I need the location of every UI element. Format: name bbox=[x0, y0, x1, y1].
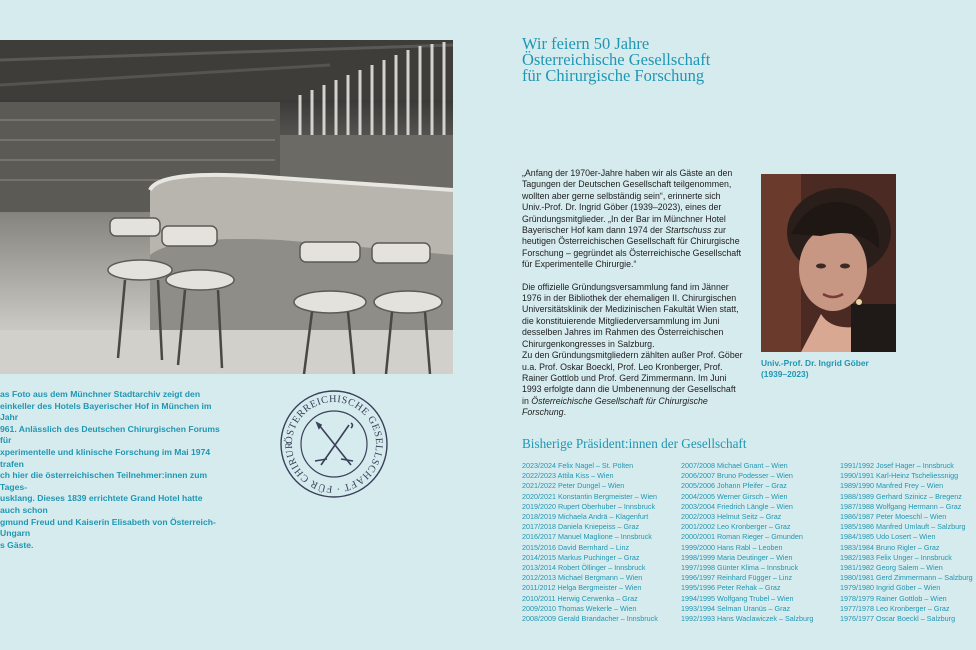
president-entry: 2020/2021 Konstantin Bergmeister – Wien bbox=[522, 491, 658, 501]
president-entry: 2003/2004 Friedrich Längle – Wien bbox=[681, 501, 793, 511]
president-entry: 1982/1983 Felix Unger – Innsbruck bbox=[840, 552, 952, 562]
president-entry: 1994/1995 Wolfgang Trubel – Wien bbox=[681, 593, 794, 603]
president-entry: 1999/2000 Hans Rabl – Leoben bbox=[681, 542, 783, 552]
president-entry: 1989/1990 Manfred Frey – Wien bbox=[840, 481, 944, 491]
paragraph-founding-members: Zu den Gründungsmitgliedern zählten außer Prof. Göber u.a. Prof. Oskar Boeckl, Prof. Leo Kronberger, Prof. Rainer Gottlob und Prof. Gerd Zimmermann. Im Juni 1993 erfolgte dann die Umbenennung der Gesellschaft in Österreichische Gesellschaft für Chirurgische Forschung. bbox=[522, 350, 743, 418]
president-entry: 1988/1989 Gerhard Szinicz – Bregenz bbox=[840, 491, 962, 501]
portrait-caption: Univ.-Prof. Dr. Ingrid Göber (1939–2023) bbox=[761, 358, 869, 379]
paragraph-founding-assembly: Die offizielle Gründungsversammlung fand im Jänner 1976 in der Bibliothek der ehemaligen II. Chirurgischen Universitätsklinik der Medizinischen Fakultät Wien statt, die konstituierende Mitgliederversammlung im Juni desselben Jahres im Rahmen des Österreichischen Chirurgenkongresses in Salzburg. bbox=[522, 281, 739, 349]
president-entry: 1992/1993 Hans Waclawiczek – Salzburg bbox=[681, 614, 814, 624]
president-entry: 1985/1986 Manfred Umlauft – Salzburg bbox=[840, 522, 966, 532]
president-entry: 1978/1979 Rainer Gottlob – Wien bbox=[840, 593, 947, 603]
president-entry: 1995/1996 Peter Rehak – Graz bbox=[681, 583, 781, 593]
president-entry: 2016/2017 Manuel Maglione – Innsbruck bbox=[522, 532, 652, 542]
presidents-list-column-3 bbox=[840, 461, 973, 624]
page-title: Wir feiern 50 Jahre Österreichische Gesellschaft für Chirurgische Forschung bbox=[522, 34, 711, 85]
paragraph-founding-quote: „Anfang der 1970er-Jahre haben wir als Gäste an den Tagungen der Deutschen Gesellschaft teilgenommen, wollten aber gerne selbständig sein“, erinnerte sich Univ.-Prof. Dr. Ingrid Göber (1939–2023), eines der Gründungsmitglieder. „In der Bar im Münchner Hotel Bayerischer Hof kam dann 1974 der Startschuss zur heutigen Österreichischen Gesellschaft für Chirurgische Forschung – gegründet als Österreichische Gesellschaft für Experimentelle Chirurgie.“ bbox=[522, 168, 742, 270]
president-entry: 2002/2003 Helmut Seitz – Graz bbox=[681, 512, 782, 522]
president-entry: 2014/2015 Markus Puchinger – Graz bbox=[522, 552, 640, 562]
president-entry: 1990/1991 Karl-Heinz Tscheliessnigg bbox=[840, 471, 959, 481]
president-entry: 1977/1978 Leo Kronberger – Graz bbox=[840, 603, 950, 613]
presidents-heading: Bisherige Präsident:innen der Gesellschaft bbox=[522, 436, 747, 451]
president-entry: 2022/2023 Attila Kiss – Wien bbox=[522, 471, 614, 481]
president-entry: 2013/2014 Robert Öllinger – Innsbruck bbox=[522, 563, 646, 573]
president-entry: 2011/2012 Helga Bergmeister – Wien bbox=[522, 583, 642, 593]
society-seal-logo bbox=[279, 389, 389, 499]
president-entry: 1987/1988 Wolfgang Hermann – Graz bbox=[840, 501, 962, 511]
president-entry: 2005/2006 Johann Pfeifer – Graz bbox=[681, 481, 787, 491]
president-entry: 2019/2020 Rupert Oberhuber – Innsbruck bbox=[522, 501, 656, 511]
president-entry: 1980/1981 Gerd Zimmermann – Salzburg bbox=[840, 573, 973, 583]
president-entry: 1993/1994 Selman Uranüs – Graz bbox=[681, 603, 791, 613]
president-entry: 2010/2011 Herwig Cerwenka – Graz bbox=[522, 593, 638, 603]
president-entry: 2001/2002 Leo Kronberger – Graz bbox=[681, 522, 791, 532]
president-entry: 2008/2009 Gerald Brandacher – Innsbruck bbox=[522, 614, 658, 624]
president-entry: 2018/2019 Michaela Andrä – Klagenfurt bbox=[522, 512, 649, 522]
president-entry: 2023/2024 Felix Nagel – St. Pölten bbox=[522, 461, 634, 470]
president-entry: 1991/1992 Josef Hager – Innsbruck bbox=[840, 461, 954, 470]
president-entry: 2007/2008 Michael Gnant – Wien bbox=[681, 461, 788, 470]
president-entry: 2012/2013 Michael Bergmann – Wien bbox=[522, 573, 643, 583]
portrait-photo bbox=[761, 174, 896, 352]
president-entry: 1976/1977 Oscar Boeckl – Salzburg bbox=[840, 614, 956, 624]
president-entry: 2004/2005 Werner Girsch – Wien bbox=[681, 491, 788, 501]
president-entry: 1984/1985 Udo Losert – Wien bbox=[840, 532, 936, 542]
president-entry: 1996/1997 Reinhard Függer – Linz bbox=[681, 573, 793, 583]
president-entry: 1979/1980 Ingrid Göber – Wien bbox=[840, 583, 941, 593]
presidents-list-column-2 bbox=[681, 461, 813, 624]
president-entry: 1986/1987 Peter Moeschl – Wien bbox=[840, 512, 947, 522]
photo-caption: as Foto aus dem Münchner Stadtarchiv zeigt den einkeller des Hotels Bayerischer Hof in München im Jahr 961. Anlässlich des Deutschen Chirurgischen Forums für xperimentelle und klinische Forschung im Mai 1974 trafen ch hier die österreichischen Teilnehmer:innen zum Tages- usklang. Dieses 1839 errichtete Grand Hotel hatte auch schon gmund Freud und Kaiserin Elisabeth von Österreich-Ungarn s Gäste. bbox=[0, 389, 220, 550]
president-entry: 2017/2018 Daniela Kniepeiss – Graz bbox=[522, 522, 640, 532]
seal-ring-text: ÖSTERREICHISCHE GESELLSCHAFT · FÜR CHIRUR bbox=[283, 393, 385, 495]
president-entry: 1983/1984 Bruno Rigler – Graz bbox=[840, 542, 940, 552]
president-entry: 2006/2007 Bruno Podesser – Wien bbox=[681, 471, 793, 481]
president-entry: 1998/1999 Maria Deutinger – Wien bbox=[681, 552, 793, 562]
president-entry: 1997/1998 Günter Klima – Innsbruck bbox=[681, 563, 799, 573]
bar-photo bbox=[0, 40, 453, 374]
article-body bbox=[522, 168, 744, 430]
president-entry: 2009/2010 Thomas Wekerle – Wien bbox=[522, 603, 637, 613]
president-entry: 2000/2001 Roman Rieger – Gmunden bbox=[681, 532, 803, 542]
president-entry: 2015/2016 David Bernhard – Linz bbox=[522, 542, 630, 552]
president-entry: 1981/1982 Georg Salem – Wien bbox=[840, 563, 943, 573]
president-entry: 2021/2022 Peter Dungel – Wien bbox=[522, 481, 625, 491]
presidents-list-column-1 bbox=[522, 461, 658, 624]
